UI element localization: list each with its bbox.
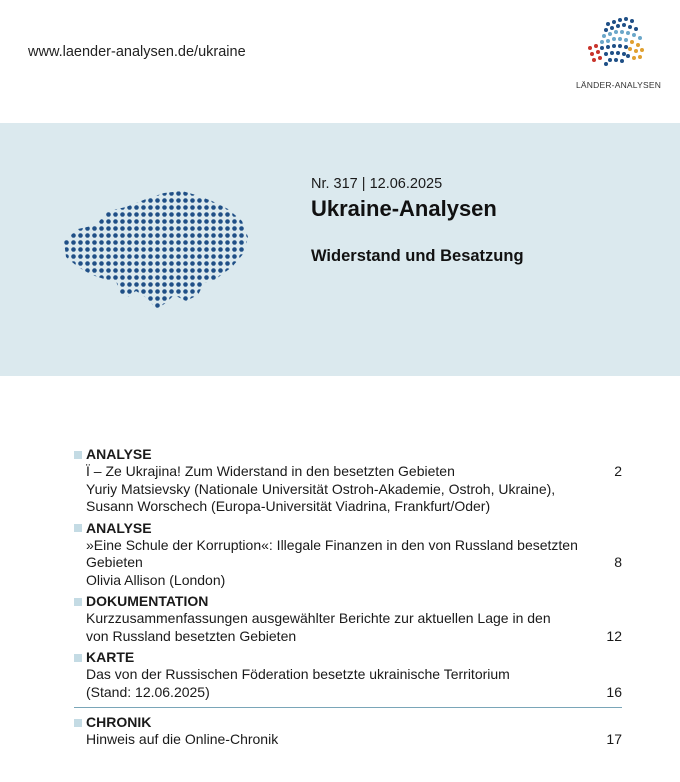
toc-entry[interactable] (74, 446, 622, 516)
publication-title: Ukraine-Analysen (311, 196, 497, 221)
toc-article-title[interactable]: »Eine Schule der Korruption«: Illegale Finanzen in den von Russland besetzten (86, 536, 578, 553)
toc-page-number: 16 (606, 683, 622, 700)
toc-article-title-cont[interactable]: von Russland besetzten Gebieten (86, 627, 297, 644)
toc-entry[interactable] (74, 714, 622, 749)
table-of-contents (74, 446, 622, 753)
issue-topic: Widerstand und Besatzung (311, 247, 524, 265)
toc-category: ANALYSE (74, 520, 622, 537)
toc-article-title-cont[interactable]: Gebieten (86, 554, 143, 570)
toc-author: Olivia Allison (London) (86, 571, 226, 588)
issue-number-date: Nr. 317 | 12.06.2025 (311, 176, 443, 192)
toc-entry[interactable] (74, 593, 622, 645)
toc-article-title[interactable]: Ї – Ze Ukrajina! Zum Widerstand in den besetzten Gebieten (86, 463, 455, 479)
title-banner (0, 123, 680, 376)
toc-page-number: 12 (606, 627, 622, 644)
category-square-icon (74, 524, 82, 532)
toc-entry[interactable] (74, 649, 622, 701)
logo-dot-mark-icon (580, 14, 652, 76)
toc-article-title[interactable]: Das von der Russischen Föderation besetzte ukrainische Territorium (86, 666, 510, 682)
toc-page-number: 2 (614, 463, 622, 479)
toc-article-title-cont[interactable]: (Stand: 12.06.2025) (86, 683, 210, 700)
toc-entry[interactable] (74, 520, 622, 590)
toc-author: Susann Worschech (Europa-Universität Viadrina, Frankfurt/Oder) (86, 498, 491, 514)
logo-wordmark: LÄNDER-ANALYSEN (576, 80, 662, 90)
laender-analysen-logo (570, 14, 662, 94)
category-square-icon (74, 654, 82, 662)
toc-page-number: 17 (606, 731, 622, 747)
ukraine-map-icon (56, 183, 256, 323)
toc-category: CHRONIK (74, 714, 622, 731)
toc-category: DOKUMENTATION (74, 593, 622, 610)
toc-divider (74, 707, 622, 708)
toc-category: ANALYSE (74, 446, 622, 463)
toc-article-title[interactable]: Hinweis auf die Online-Chronik (86, 731, 279, 747)
toc-page-number: 8 (614, 554, 622, 570)
category-square-icon (74, 451, 82, 459)
category-square-icon (74, 598, 82, 606)
toc-article-title[interactable]: Kurzzusammenfassungen ausgewählter Berichte zur aktuellen Lage in den (86, 610, 551, 626)
toc-category: KARTE (74, 649, 622, 666)
toc-author: Yuriy Matsievsky (Nationale Universität Ostroh-Akademie, Ostroh, Ukraine), (86, 480, 556, 497)
website-url[interactable]: www.laender-analysen.de/ukraine (28, 44, 246, 60)
category-square-icon (74, 719, 82, 727)
